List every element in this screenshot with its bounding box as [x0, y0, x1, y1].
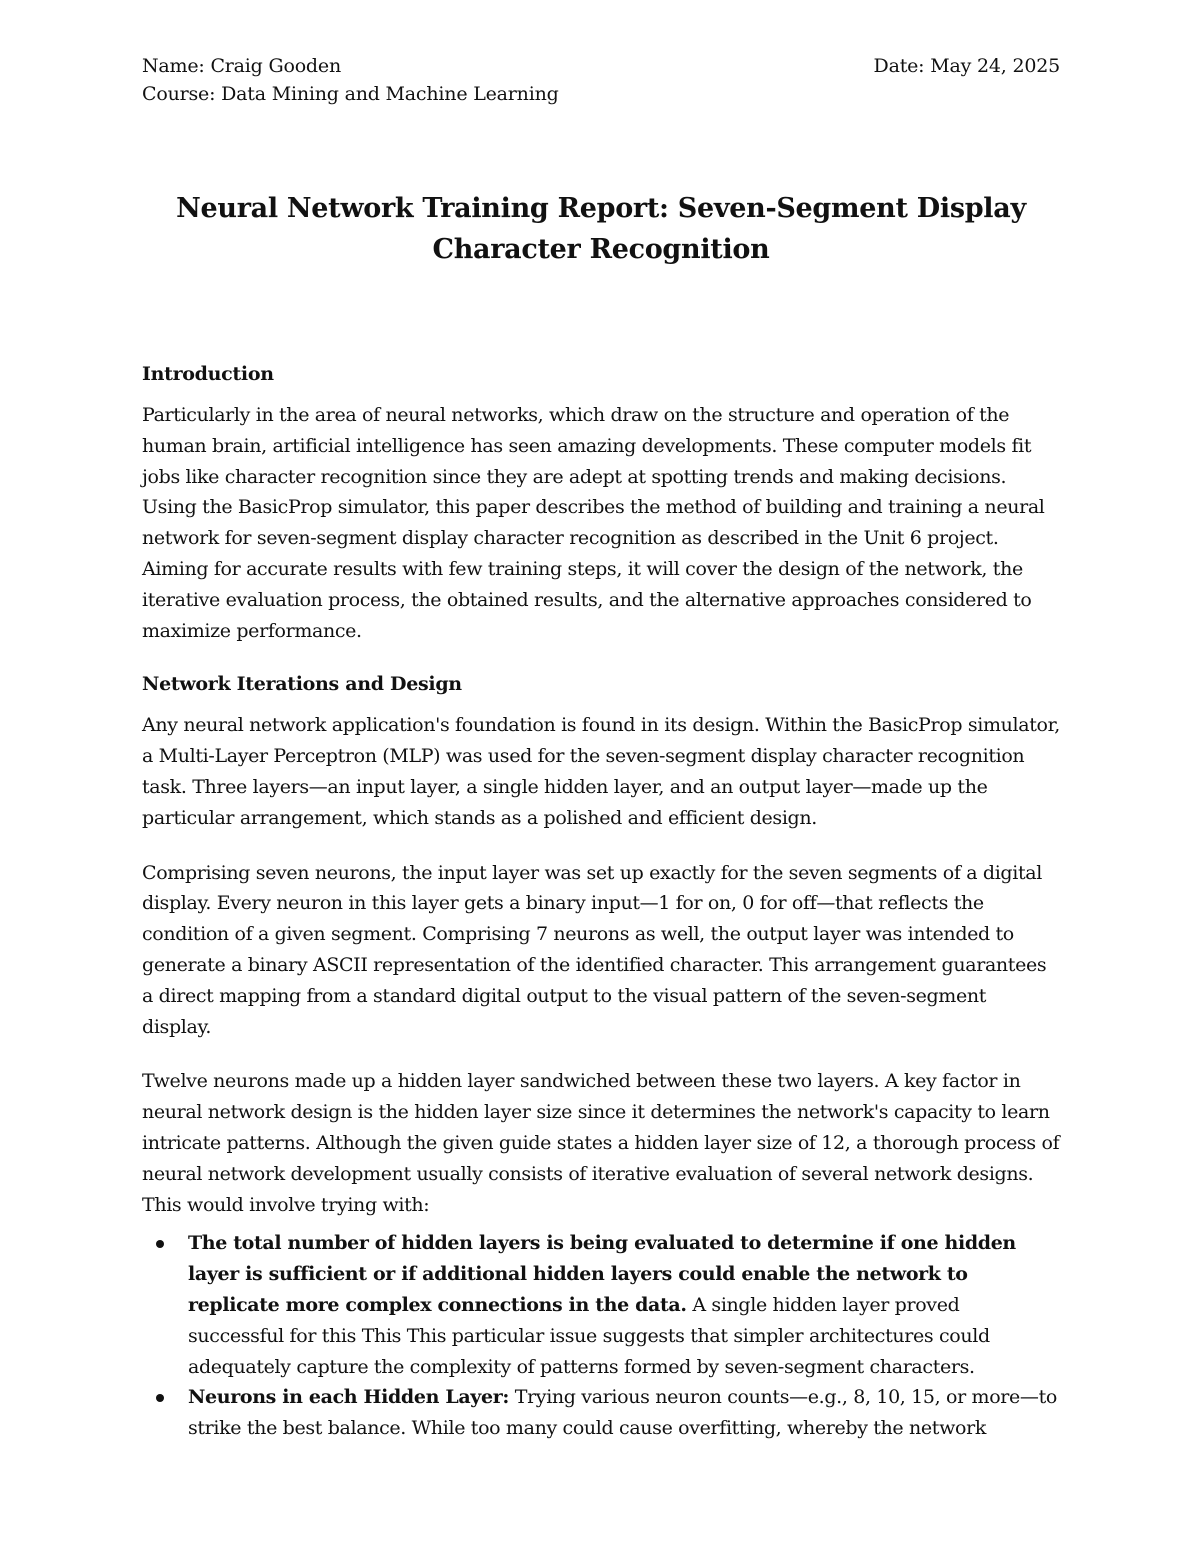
list-item-text: Trying various neuron counts—e.g., 8, 10, 15, or more—to strike the best balance. While too many could cause overfitting, whereby the network — [188, 1386, 1057, 1440]
report-title-line-2: Character Recognition — [432, 234, 770, 265]
list-item-bold-lead: The total number of hidden layers is being evaluated to determine if one hidden layer is sufficient or if additional hidden layers could enable the network to replicate more complex connections in the data. — [188, 1232, 1016, 1316]
list-item-bold-lead: Neurons in each Hidden Layer: — [188, 1386, 510, 1409]
bullet-icon — [156, 1394, 164, 1402]
report-title — [142, 188, 1060, 270]
bullet-icon — [156, 1240, 164, 1248]
student-name: Name: Craig Gooden — [142, 55, 341, 77]
network-paragraph-3: Twelve neurons made up a hidden layer sandwiched between these two layers. A key factor in neural network design is the hidden layer size since it determines the network's capacity to learn intricate patterns. Although the given guide states a hidden layer size of 12, a thorough process of neural network development usually consists of iterative evaluation of several network designs. This would involve trying with: — [142, 1070, 1060, 1216]
design-options-list — [142, 1228, 1060, 1444]
list-item — [188, 1228, 1060, 1382]
course-name: Course: Data Mining and Machine Learning — [142, 83, 559, 105]
introduction-paragraph: Particularly in the area of neural networks, which draw on the structure and operation of the human brain, artificial intelligence has seen amazing developments. These computer models fit jobs like character recognition since they are adept at spotting trends and making decisions. Using the BasicProp simulator, this paper describes the method of building and training a neural network for seven-segment display character recognition as described in the Unit 6 project. Aiming for accurate results with few training steps, it will cover the design of the network, the iterative evaluation process, the obtained results, and the alternative approaches considered to maximize performance. — [142, 404, 1045, 642]
report-date: Date: May 24, 2025 — [873, 55, 1060, 77]
header-row — [142, 52, 1060, 80]
network-paragraph-2: Comprising seven neurons, the input layer was set up exactly for the seven segments of a digital display. Every neuron in this layer gets a binary input—1 for on, 0 for off—that reflects the condition of a given segment. Comprising 7 neurons as well, the output layer was intended to generate a binary ASCII representation of the identified character. This arrangement guarantees a direct mapping from a standard digital output to the visual pattern of the seven-segment display. — [142, 861, 1047, 1038]
list-item-text: A single hidden layer proved successful for this This This particular issue suggests that simpler architectures could adequately capture the complexity of patterns formed by seven-segment characters. — [188, 1293, 990, 1378]
report-title-line-1: Neural Network Training Report: Seven-Segment Display — [176, 193, 1026, 224]
introduction-heading: Introduction — [142, 363, 274, 385]
list-item — [188, 1382, 1060, 1444]
network-design-heading: Network Iterations and Design — [142, 673, 462, 696]
network-paragraph-1: Any neural network application's foundation is found in its design. Within the BasicProp simulator, a Multi-Layer Perceptron (MLP) was used for the seven-segment display character recognition task. Three layers—an input layer, a single hidden layer, and an output layer—made up the particular arrangement, which stands as a polished and efficient design. — [142, 714, 1060, 829]
